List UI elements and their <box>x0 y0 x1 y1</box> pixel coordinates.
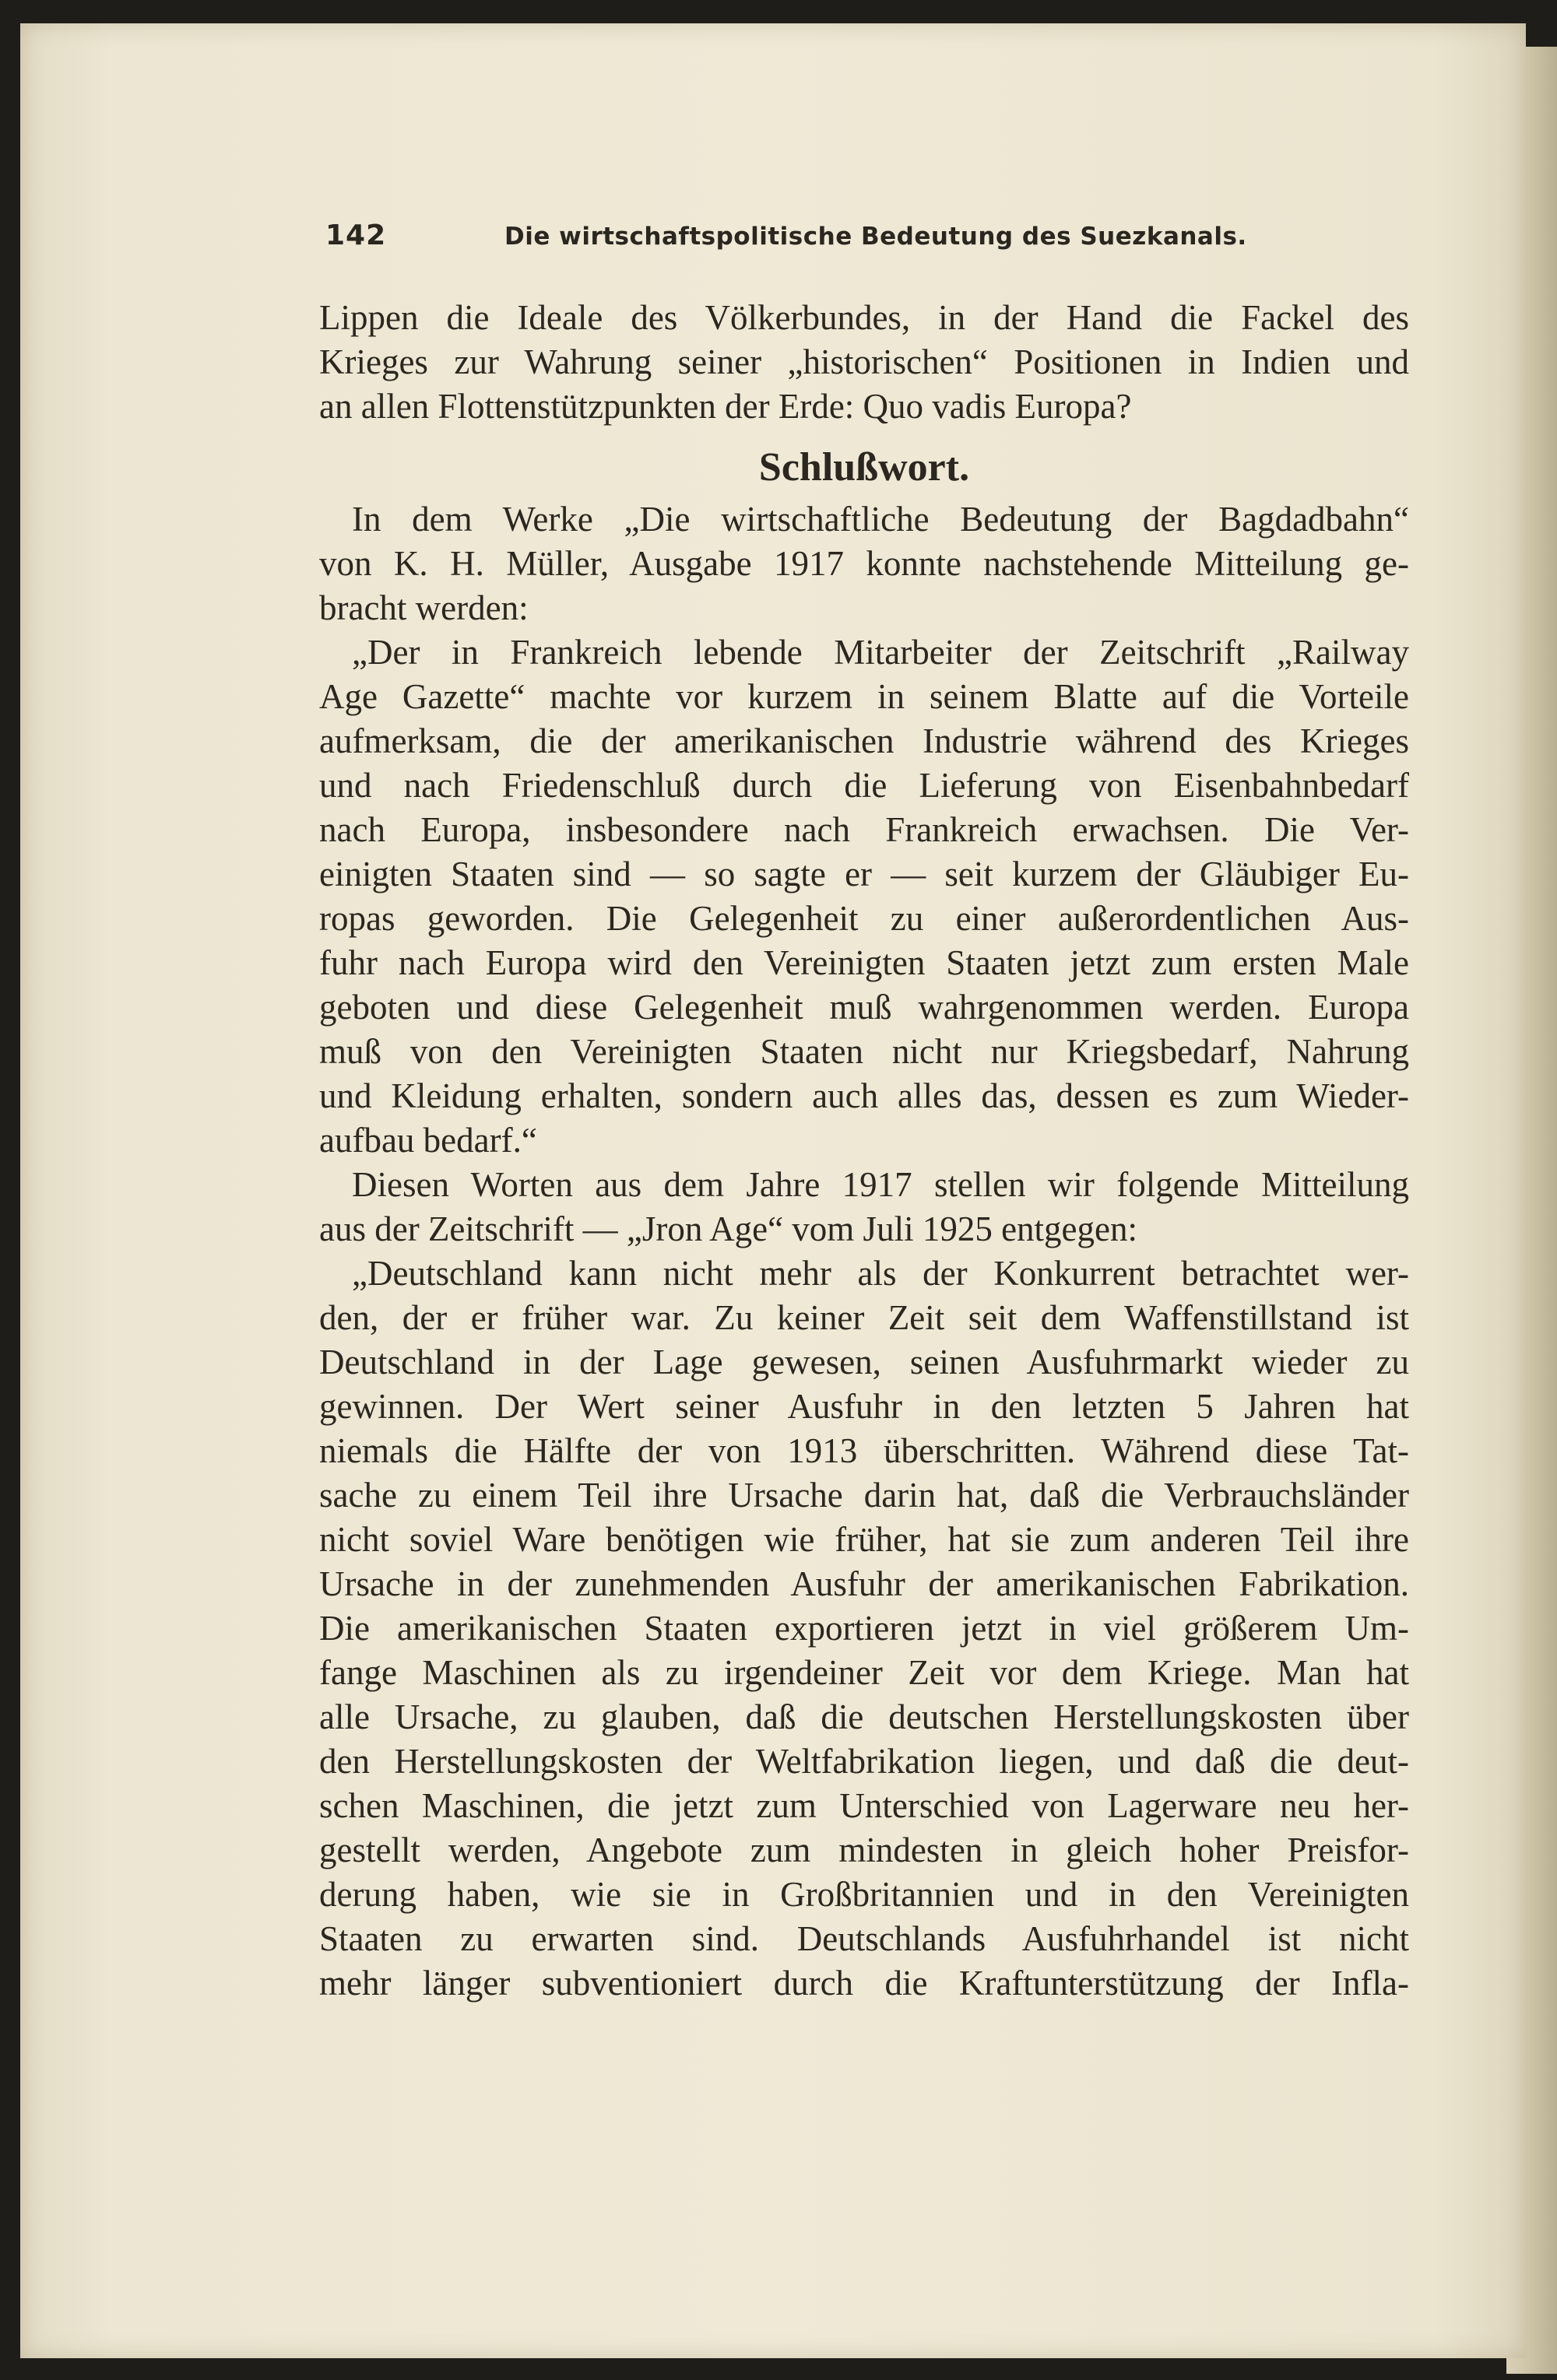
text-line: derung haben, wie sie in Großbritannien und in den Vereinigten <box>319 1875 1409 1914</box>
text-line: In dem Werke „Die wirtschaftliche Bedeutung der Bagdadbahn“ <box>352 500 1409 539</box>
text-line: von K. H. Müller, Ausgabe 1917 konnte nachstehende Mitteilung ge- <box>319 544 1409 583</box>
text-line: alle Ursache, zu glauben, daß die deutschen Herstellungskosten über <box>319 1697 1409 1736</box>
text-line: Staaten zu erwarten sind. Deutschlands Ausfuhrhandel ist nicht <box>319 1919 1409 1958</box>
text-line: aufbau bedarf.“ <box>319 1121 537 1160</box>
text-line: „Der in Frankreich lebende Mitarbeiter der Zeitschrift „Railway <box>352 633 1409 672</box>
text-line: Ursache in der zunehmenden Ausfuhr der amerikanischen Fabrikation. <box>319 1564 1409 1603</box>
text-line: sache zu einem Teil ihre Ursache darin hat, daß die Verbrauchsländer <box>319 1476 1409 1515</box>
text-line: fuhr nach Europa wird den Vereinigten Staaten jetzt zum ersten Male <box>319 943 1409 982</box>
page-body <box>319 296 1409 2006</box>
text-line: nicht soviel Ware benötigen wie früher, hat sie zum anderen Teil ihre <box>319 1520 1409 1559</box>
text-line: schen Maschinen, die jetzt zum Unterschied von Lagerware neu her- <box>319 1786 1409 1825</box>
text-line: muß von den Vereinigten Staaten nicht nur Kriegsbedarf, Nahrung <box>319 1032 1409 1071</box>
text-line: geboten und diese Gelegenheit muß wahrgenommen werden. Europa <box>319 988 1409 1027</box>
text-line: an allen Flottenstützpunkten der Erde: Quo vadis Europa? <box>319 387 1132 426</box>
text-line: und nach Friedenschluß durch die Lieferung von Eisenbahnbedarf <box>319 766 1409 805</box>
text-line: bracht werden: <box>319 588 529 627</box>
text-line: Age Gazette“ machte vor kurzem in seinem Blatte auf die Vorteile <box>319 677 1409 716</box>
text-line: den, der er früher war. Zu keiner Zeit seit dem Waffenstillstand ist <box>319 1298 1409 1337</box>
text-line: ropas geworden. Die Gelegenheit zu einer außerordentlichen Aus- <box>319 899 1409 938</box>
text-line: gestellt werden, Angebote zum mindesten in gleich hoher Preisfor- <box>319 1831 1409 1869</box>
text-line: Deutschland in der Lage gewesen, seinen Ausfuhrmarkt wieder zu <box>319 1343 1409 1381</box>
text-line: Krieges zur Wahrung seiner „historischen“ Positionen in Indien und <box>319 342 1409 381</box>
text-line: Diesen Worten aus dem Jahre 1917 stellen wir folgende Mitteilung <box>352 1165 1409 1204</box>
text-line: mehr länger subventioniert durch die Kraftunterstützung der Infla- <box>319 1964 1409 2003</box>
text-line: und Kleidung erhalten, sondern auch alles das, dessen es zum Wieder- <box>319 1076 1409 1115</box>
text-line: den Herstellungskosten der Weltfabrikation liegen, und daß die deut- <box>319 1742 1409 1781</box>
page-header <box>325 219 1409 258</box>
text-line: aufmerksam, die der amerikanischen Industrie während des Krieges <box>319 721 1409 760</box>
running-title: Die wirtschaftspolitische Bedeutung des Suezkanals. <box>504 223 1247 251</box>
text-line: fange Maschinen als zu irgendeiner Zeit vor dem Kriege. Man hat <box>319 1653 1409 1692</box>
text-line: gewinnen. Der Wert seiner Ausfuhr in den letzten 5 Jahren hat <box>319 1387 1409 1426</box>
text-line: Lippen die Ideale des Völkerbundes, in der Hand die Fackel des <box>319 298 1409 337</box>
section-heading: Schlußwort. <box>758 445 970 490</box>
text-line: Die amerikanischen Staaten exportieren jetzt in viel größerem Um- <box>319 1609 1409 1648</box>
text-line: „Deutschland kann nicht mehr als der Konkurrent betrachtet wer- <box>352 1254 1409 1293</box>
text-line: einigten Staaten sind — so sagte er — seit kurzem der Gläubiger Eu- <box>319 855 1409 893</box>
page-number: 142 <box>325 219 387 251</box>
text-line: nach Europa, insbesondere nach Frankreich erwachsen. Die Ver- <box>319 810 1409 849</box>
text-line: niemals die Hälfte der von 1913 überschritten. Während diese Tat- <box>319 1431 1409 1470</box>
text-line: aus der Zeitschrift — „Jron Age“ vom Juli 1925 entgegen: <box>319 1209 1137 1248</box>
